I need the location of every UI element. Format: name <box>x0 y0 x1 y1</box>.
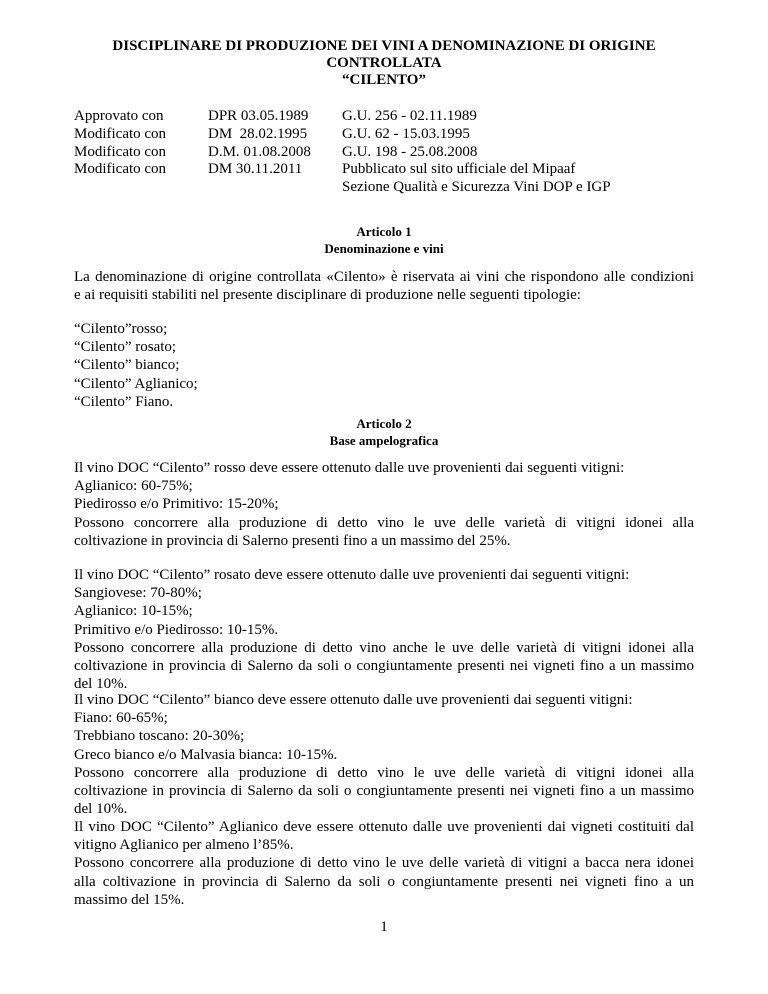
article-number: Articolo 1 <box>356 224 412 239</box>
paragraph-line: vitigno Aglianico per almeno l’85%. <box>74 837 294 854</box>
approval-label: Modificato con <box>74 125 167 142</box>
approval-row <box>74 125 694 143</box>
approval-row <box>74 143 694 161</box>
paragraph-line: del 10%. <box>74 676 128 693</box>
article-2-header <box>74 415 694 449</box>
paragraph-line: Il vino DOC “Cilento” rosso deve essere ottenuto dalle uve provenienti dai seguenti vitigni: <box>74 460 625 476</box>
paragraph-aglianico <box>74 818 694 909</box>
approval-gazette: Sezione Qualità e Sicurezza Vini DOP e IGP <box>342 179 611 196</box>
title-line: DISCIPLINARE DI PRODUZIONE DEI VINI A DENOMINAZIONE DI ORIGINE <box>112 38 656 54</box>
article-heading: Base ampelografica <box>329 433 439 448</box>
paragraph-line: Greco bianco e/o Malvasia bianca: 10-15%. <box>74 746 338 763</box>
paragraph-rosso <box>74 459 694 550</box>
paragraph-rosato <box>74 566 694 693</box>
paragraph-line: Aglianico: 10-15%; <box>74 603 193 620</box>
paragraph-line: Trebbiano toscano: 20-30%; <box>74 728 245 745</box>
approval-gazette: G.U. 256 - 02.11.1989 <box>342 108 477 124</box>
approval-gazette: Pubblicato sul sito ufficiale del Mipaaf <box>342 161 576 178</box>
approval-decree: DM 28.02.1995 <box>208 125 308 142</box>
paragraph-line: coltivazione in provincia di Salerno da soli o congiuntamente presenti nei vigneti fino a un massimo <box>74 783 694 800</box>
wine-types-list <box>74 320 694 411</box>
article-1-header <box>74 223 694 257</box>
list-item: “Cilento”rosso; <box>74 321 168 337</box>
page-number: 1 <box>380 919 388 935</box>
document-title <box>74 38 694 89</box>
approval-gazette: G.U. 198 - 25.08.2008 <box>342 143 478 160</box>
list-item: “Cilento” bianco; <box>74 357 180 374</box>
paragraph-line: Aglianico: 60-75%; <box>74 478 193 495</box>
list-item: “Cilento” Fiano. <box>74 393 174 410</box>
paragraph-line: Il vino DOC “Cilento” Aglianico deve essere ottenuto dalle uve provenienti dai vigneti costituiti dal <box>74 819 694 835</box>
approval-label: Approvato con <box>74 108 164 124</box>
paragraph-line: Piedirosso e/o Primitivo: 15-20%; <box>74 496 279 513</box>
paragraph-line: Possono concorrere alla produzione di detto vino anche le uve delle varietà di vitigni idonei alla <box>74 639 694 656</box>
paragraph-line: Possono concorrere alla produzione di detto vino le uve delle varietà di vitigni a bacca nera idonei <box>74 855 694 872</box>
approval-decree: DPR 03.05.1989 <box>208 108 309 124</box>
approval-table <box>74 107 694 196</box>
article-heading: Denominazione e vini <box>324 241 444 256</box>
paragraph-line: Il vino DOC “Cilento” bianco deve essere ottenuto dalle uve provenienti dai seguenti vitigni: <box>74 692 633 708</box>
approval-decree: D.M. 01.08.2008 <box>208 143 311 160</box>
approval-label: Modificato con <box>74 143 167 160</box>
paragraph-line: Il vino DOC “Cilento” rosato deve essere ottenuto dalle uve provenienti dai seguenti vitigni: <box>74 567 630 583</box>
approval-gazette: G.U. 62 - 15.03.1995 <box>342 125 470 142</box>
paragraph-line: alla coltivazione in provincia di Salerno da soli o congiuntamente presenti nei vigneti fino a un <box>74 873 694 890</box>
paragraph-line: Primitivo e/o Piedirosso: 10-15%. <box>74 621 279 638</box>
paragraph-line: Sangiovese: 70-80%; <box>74 585 202 602</box>
paragraph-line: Fiano: 60-65%; <box>74 710 168 727</box>
approval-row <box>74 107 694 125</box>
paragraph-line: coltivazione in provincia di Salerno presenti fino a un massimo del 25%. <box>74 532 511 549</box>
paragraph-line: del 10%. <box>74 801 128 818</box>
approval-decree: DM 30.11.2011 <box>208 161 303 178</box>
approval-label <box>74 178 208 196</box>
approval-row <box>74 160 694 178</box>
approval-decree <box>208 178 342 196</box>
paragraph-bianco <box>74 691 694 818</box>
paragraph-line: coltivazione in provincia di Salerno da soli o congiuntamente presenti nei vigneti fino a un massimo <box>74 658 694 675</box>
approval-row <box>74 178 694 196</box>
list-item: “Cilento” Aglianico; <box>74 375 198 392</box>
title-line: CONTROLLATA <box>326 55 442 71</box>
paragraph-line: massimo del 15%. <box>74 891 185 908</box>
paragraph-line: Possono concorrere alla produzione di detto vino le uve delle varietà di vitigni idonei alla <box>74 514 694 531</box>
paragraph-line: La denominazione di origine controllata «Cilento» è riservata ai vini che rispondono alle condizioni <box>74 269 694 285</box>
paragraph-line: Possono concorrere alla produzione di detto vino le uve delle varietà di vitigni idonei alla <box>74 764 694 781</box>
article-1-intro <box>74 268 694 304</box>
list-item: “Cilento” rosato; <box>74 339 177 356</box>
paragraph-line: e ai requisiti stabiliti nel presente disciplinare di produzione nelle seguenti tipologie: <box>74 287 581 304</box>
article-number: Articolo 2 <box>356 416 412 431</box>
title-line: “CILENTO” <box>342 72 426 88</box>
approval-label: Modificato con <box>74 161 167 178</box>
